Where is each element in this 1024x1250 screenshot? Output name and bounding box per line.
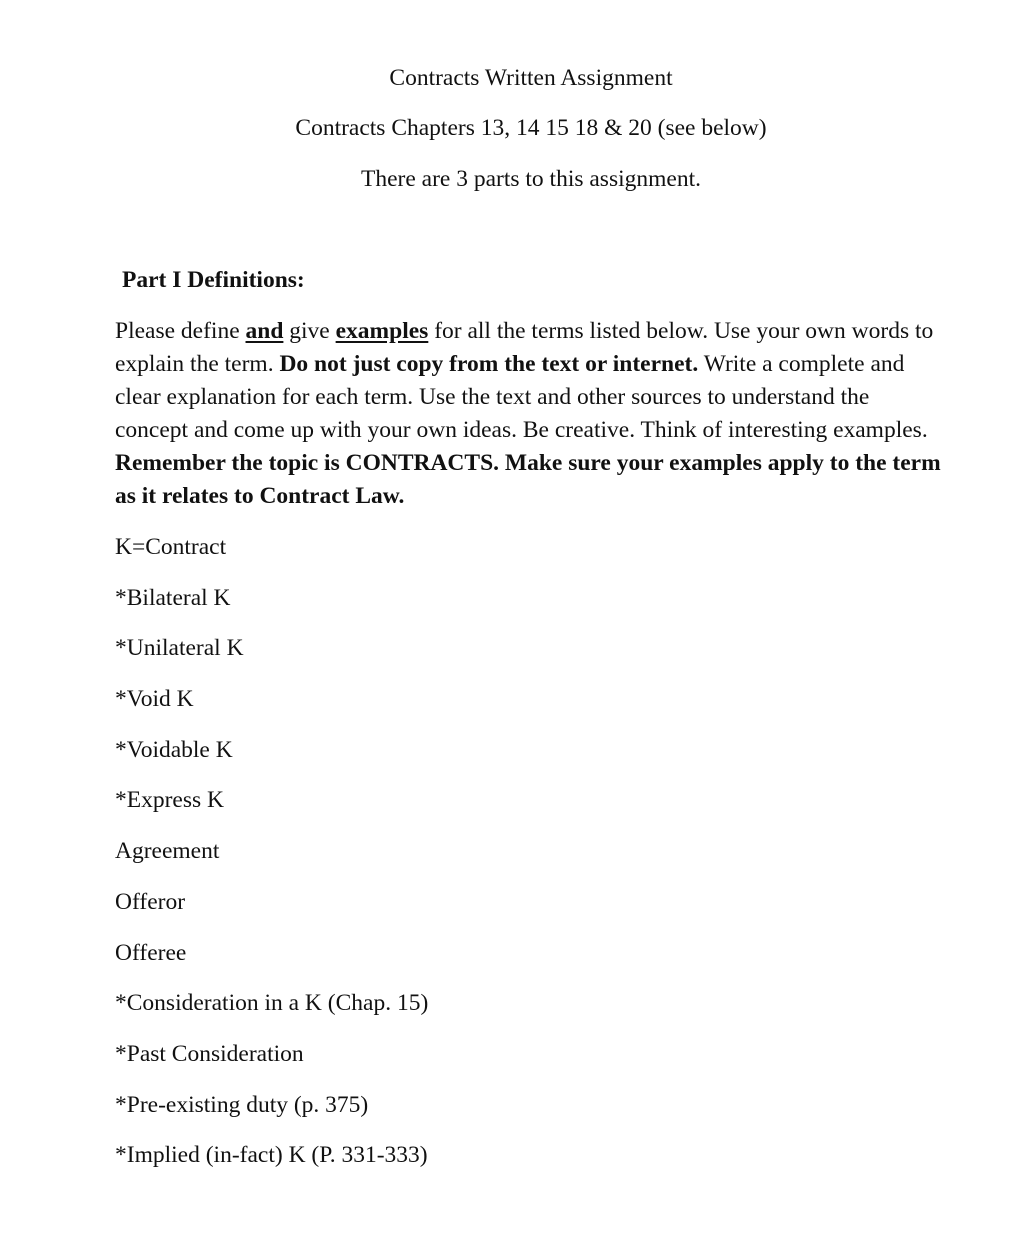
parts-note: There are 3 parts to this assignment. (360, 166, 701, 192)
chapters-line: Contracts Chapters 13, 14 15 18 & 20 (see below) (295, 115, 767, 141)
term-item: K=Contract (115, 534, 227, 560)
term-item: Offeror (115, 888, 186, 915)
instr-seg-3: give (283, 318, 336, 344)
instr-seg-7: Write a complete and clear explanation for each term. Use the text and other sources to understand the concept and come up with your own ideas. Be creative. Think of interesting examples. (115, 351, 928, 443)
document-title: Contracts Written Assignment (389, 65, 673, 91)
term-item: *Pre-existing duty (p. 375) (115, 1091, 369, 1118)
instr-bold-topic-reminder: Remember the topic is CONTRACTS. Make sure your examples apply to the term as it relates to Contract Law. (115, 450, 941, 509)
term-item: *Express K (115, 787, 224, 814)
term-item: *Consideration in a K (Chap. 15) (115, 990, 429, 1017)
instr-emph-and: and (245, 318, 284, 344)
instr-bold-copy-warning: Do not just copy from the text or internet. (279, 351, 699, 377)
instr-seg-5: for all the terms listed below. Use your own words to explain the term. (115, 318, 934, 377)
term-item: *Voidable K (115, 736, 233, 763)
terms-list (115, 533, 428, 1192)
part1-instructions (115, 315, 945, 513)
term-item: Offeree (115, 939, 187, 966)
term-item: *Void K (115, 686, 194, 713)
part1-heading: Part I Definitions: (122, 267, 305, 293)
term-item: *Implied (in-fact) K (P. 331-333) (115, 1142, 428, 1169)
term-item: *Past Consideration (115, 1040, 304, 1067)
term-item: *Bilateral K (115, 584, 231, 611)
instr-seg-1: Please define (115, 318, 246, 344)
instr-emph-examples: examples (335, 318, 429, 344)
term-item: Agreement (115, 838, 220, 865)
term-item: *Unilateral K (115, 635, 244, 662)
